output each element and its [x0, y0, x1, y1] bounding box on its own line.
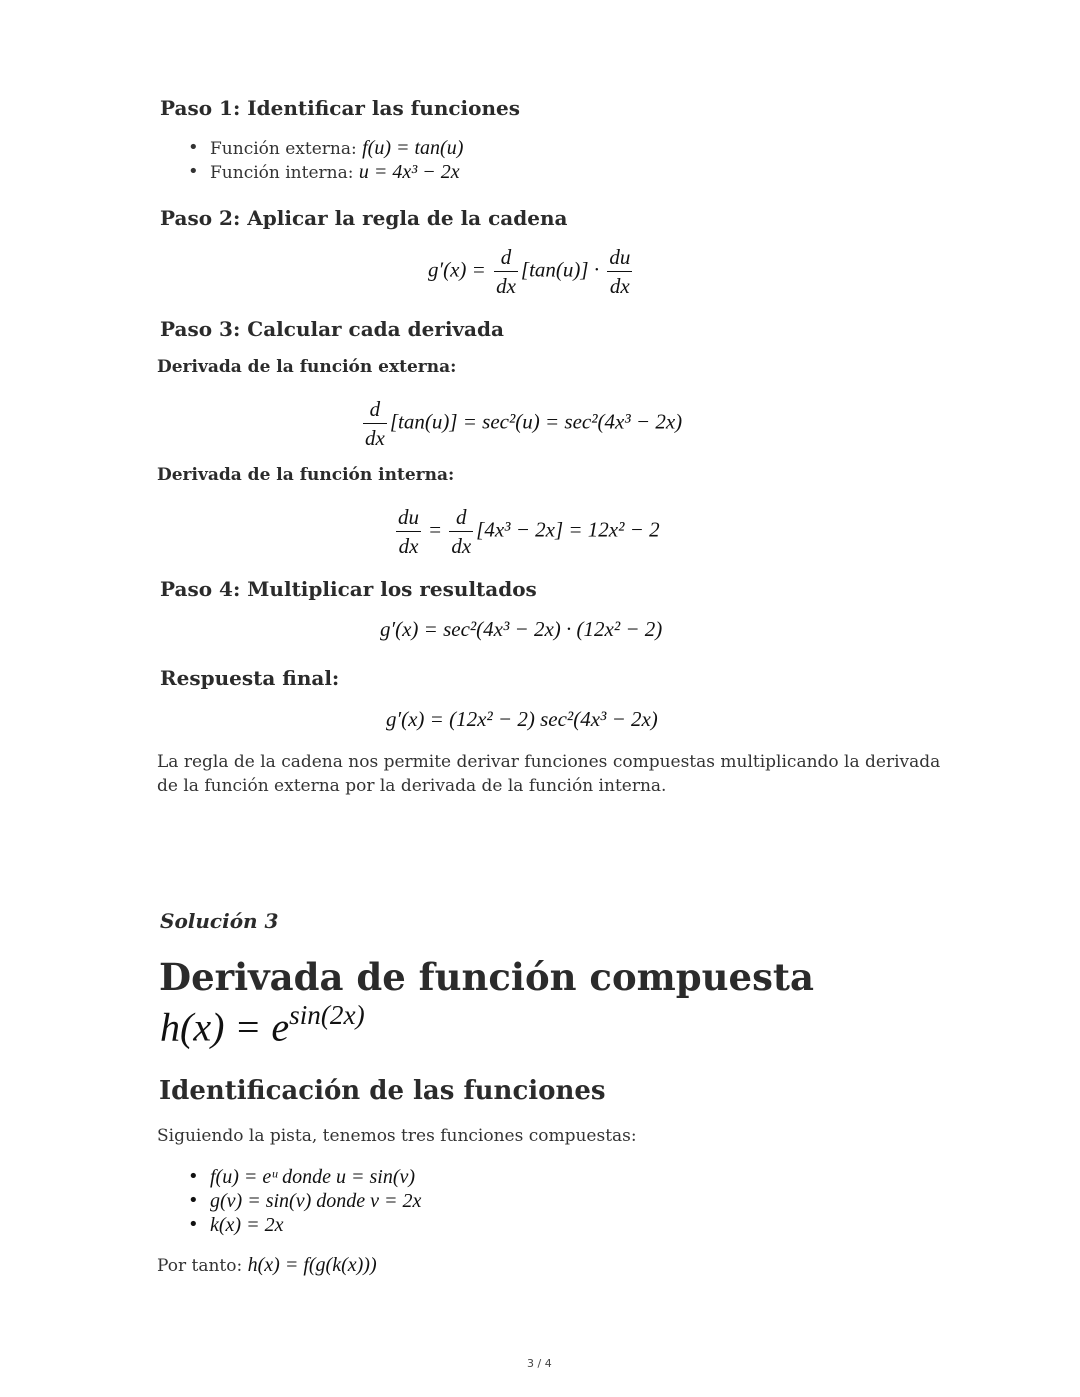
list-item: • g(v) = sin(v) donde v = 2x	[182, 1189, 421, 1213]
item-label: Función interna:	[210, 163, 359, 183]
page-number: 3 / 4	[527, 1357, 552, 1370]
step4-heading: Paso 4: Multiplicar los resultados	[160, 577, 537, 601]
fraction-d-dx	[494, 243, 518, 300]
fraction-numerator: du	[607, 243, 632, 272]
equation-lhs: g′(x) =	[428, 257, 486, 282]
formula-base: h(x) = e	[160, 1004, 290, 1050]
final-answer-heading: Respuesta final:	[160, 666, 340, 690]
internal-derivative-heading: Derivada de la función interna:	[157, 465, 455, 485]
final-answer-equation: g′(x) = (12x² − 2) sec²(4x³ − 2x)	[386, 707, 658, 731]
identification-intro: Siguiendo la pista, tenemos tres funciones compuestas:	[157, 1126, 637, 1146]
identification-heading: Identificación de las funciones	[159, 1076, 606, 1106]
step2-heading: Paso 2: Aplicar la regla de la cadena	[160, 206, 568, 230]
fraction-denominator: dx	[365, 426, 385, 450]
external-derivative-equation	[360, 395, 682, 452]
fraction-du-dx	[607, 243, 632, 300]
conclusion-math: h(x) = f(g(k(x)))	[247, 1254, 377, 1276]
conclusion-label: Por tanto:	[157, 1256, 248, 1276]
fraction-denominator: dx	[609, 274, 630, 298]
list-item: • f(u) = eᵘ donde u = sin(v)	[182, 1165, 421, 1189]
conclusion-line-2: de la función externa por la derivada de la función interna.	[157, 776, 667, 796]
conclusion-line-1: La regla de la cadena nos permite derivar funciones compuestas multiplicando la derivada	[157, 752, 941, 772]
equation-tail: [4x³ − 2x] = 12x² − 2	[476, 517, 660, 542]
fraction-numerator: du	[396, 503, 421, 532]
step3-heading: Paso 3: Calcular cada derivada	[160, 317, 504, 341]
fraction-denominator: dx	[451, 534, 472, 558]
solution-title: Derivada de función compuesta	[159, 955, 814, 999]
fraction-d-dx	[363, 395, 387, 452]
equals-sign: =	[429, 517, 442, 542]
list-item	[182, 160, 463, 184]
solution-label: Solución 3	[160, 909, 279, 933]
fraction-denominator: dx	[496, 274, 516, 298]
solution-title-formula	[160, 1000, 365, 1050]
item-math: u = 4x³ − 2x	[358, 161, 460, 183]
fraction-numerator: d	[494, 243, 518, 272]
external-derivative-heading: Derivada de la función externa:	[157, 357, 457, 377]
chain-rule-equation	[428, 243, 635, 300]
composed-functions-list	[182, 1165, 421, 1237]
fraction-numerator: d	[449, 503, 473, 532]
formula-exponent: sin(2x)	[289, 1000, 365, 1030]
fraction-du-dx	[396, 503, 421, 560]
equation-body: [tan(u)] = sec²(u) = sec²(4x³ − 2x)	[389, 409, 683, 434]
fraction-d-dx	[449, 503, 473, 560]
item-math: f(u) = tan(u)	[362, 137, 464, 159]
fraction-denominator: dx	[398, 534, 419, 558]
step1-function-list	[182, 136, 463, 184]
composition-conclusion	[157, 1254, 377, 1277]
product-equation: g′(x) = sec²(4x³ − 2x) · (12x² − 2)	[380, 617, 663, 641]
list-item	[182, 136, 463, 160]
equation-middle: [tan(u)] ·	[520, 257, 600, 282]
fraction-numerator: d	[363, 395, 387, 424]
item-label: Función externa:	[210, 139, 363, 159]
internal-derivative-equation	[393, 503, 660, 560]
step1-heading: Paso 1: Identificar las funciones	[160, 96, 521, 120]
list-item: • k(x) = 2x	[182, 1213, 421, 1237]
